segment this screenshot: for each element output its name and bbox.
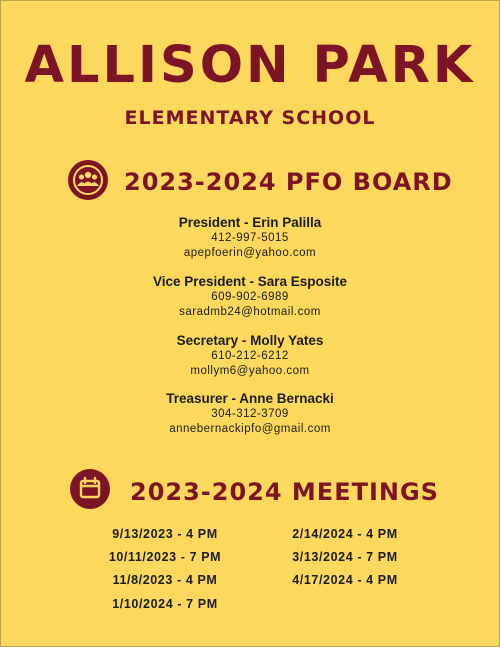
meeting-date: 11/8/2023 - 4 PM bbox=[112, 573, 218, 587]
officer-phone: 304-312-3709 bbox=[211, 408, 289, 420]
school-name: ALLISON PARK bbox=[24, 36, 476, 95]
officer-role: Secretary - Molly Yates bbox=[176, 333, 324, 348]
meeting-date: 2/14/2024 - 4 PM bbox=[292, 527, 398, 541]
officer-email: annebernackipfo@gmail.com bbox=[169, 423, 331, 435]
officer-email: apepfoerin@yahoo.com bbox=[183, 247, 317, 259]
officer-role: President - Erin Palilla bbox=[178, 215, 322, 230]
officer-role: Vice President - Sara Esposite bbox=[152, 274, 348, 289]
officer-treasurer bbox=[0, 390, 500, 437]
officer-vice-president bbox=[0, 273, 500, 320]
group-icon bbox=[68, 160, 108, 200]
meeting-date: 3/13/2024 - 7 PM bbox=[292, 550, 398, 564]
officer-secretary bbox=[0, 332, 500, 379]
school-subtitle: ELEMENTARY SCHOOL bbox=[124, 107, 376, 129]
board-section-header bbox=[0, 160, 500, 204]
officer-president bbox=[0, 214, 500, 261]
officer-role: Treasurer - Anne Bernacki bbox=[166, 391, 334, 406]
board-title: 2023-2024 PFO BOARD bbox=[124, 168, 453, 196]
officer-email: saradmb24@hotmail.com bbox=[179, 306, 321, 318]
meeting-date: 10/11/2023 - 7 PM bbox=[108, 550, 222, 564]
meetings-title: 2023-2024 MEETINGS bbox=[130, 478, 439, 506]
meeting-date: 1/10/2024 - 7 PM bbox=[112, 597, 218, 611]
meetings-section-header bbox=[0, 469, 500, 513]
officer-phone: 610-212-6212 bbox=[211, 350, 289, 362]
meeting-date: 4/17/2024 - 4 PM bbox=[292, 573, 398, 587]
calendar-icon bbox=[70, 469, 110, 509]
meeting-date: 9/13/2023 - 4 PM bbox=[112, 527, 218, 541]
officer-phone: 609-902-6989 bbox=[211, 291, 289, 303]
officer-phone: 412-997-5015 bbox=[211, 232, 289, 244]
officer-email: mollym6@yahoo.com bbox=[190, 365, 310, 377]
